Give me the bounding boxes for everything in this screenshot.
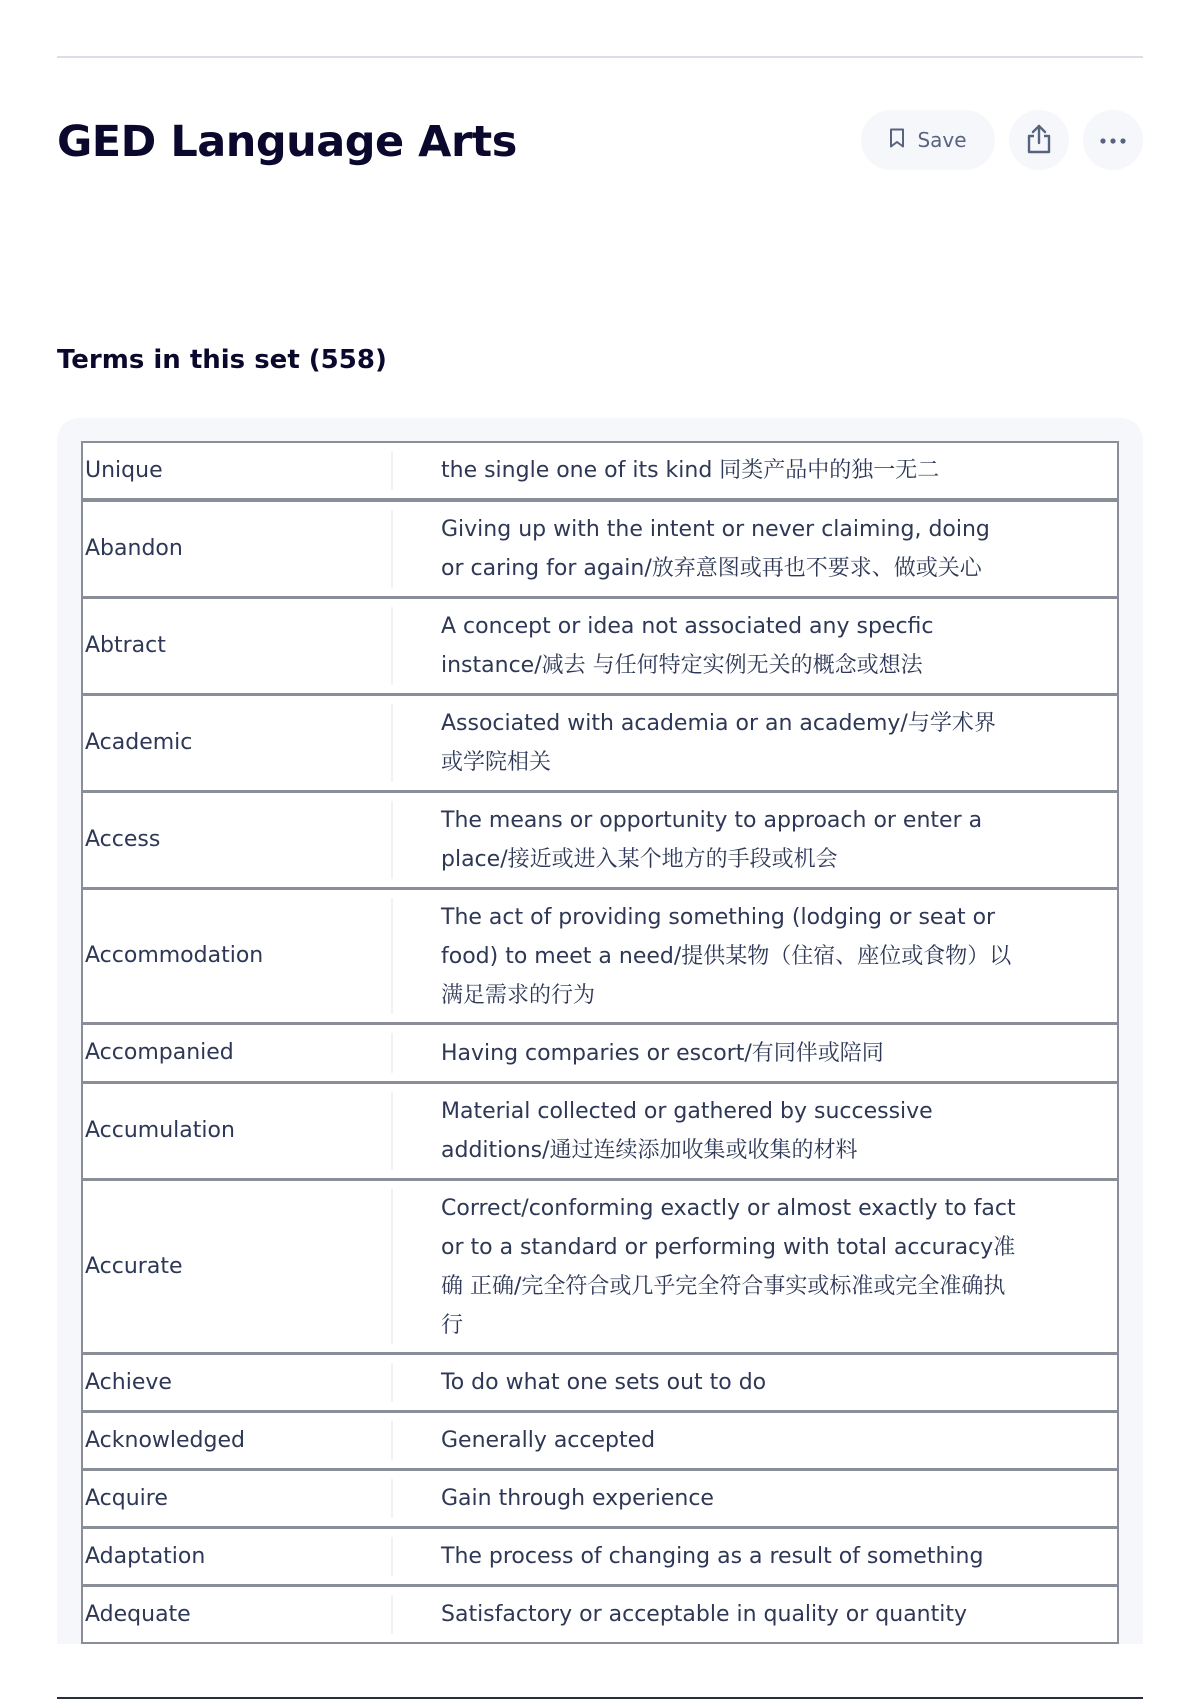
term-word: Acknowledged: [85, 1427, 245, 1453]
term-definition: The process of changing as a result of something: [441, 1544, 984, 1569]
term-word: Access: [85, 827, 161, 852]
term-separator: [391, 898, 393, 1014]
term-row: [81, 791, 1119, 889]
term-word: Abandon: [85, 536, 183, 561]
term-definition: The means or opportunity to approach or enter a place/接近或进入某个地方的手段或机会: [441, 808, 983, 872]
share-button[interactable]: [1009, 110, 1069, 170]
term-row: [81, 1179, 1119, 1354]
term-row: [81, 694, 1119, 792]
term-definition: Correct/conforming exactly or almost exactly to fact or to a standard or performing with total accuracy准确 正确/完全符合或几乎完全符合事实或标准或完全准确执行: [441, 1195, 1016, 1338]
term-row: [81, 1527, 1119, 1586]
term-word: Academic: [85, 730, 193, 755]
top-divider: [57, 56, 1143, 58]
term-word: Abtract: [85, 633, 166, 658]
term-word: Accommodation: [85, 943, 264, 968]
term-separator: [391, 1421, 393, 1460]
term-definition: Having comparies or escort/有同伴或陪同: [441, 1040, 884, 1066]
term-definition: Material collected or gathered by successive additions/通过连续添加收集或收集的材料: [441, 1099, 933, 1163]
term-definition: Generally accepted: [441, 1428, 656, 1453]
term-word: Adequate: [85, 1601, 191, 1627]
term-word: Accompanied: [85, 1040, 234, 1065]
term-definition: Satisfactory or acceptable in quality or quantity: [441, 1602, 968, 1627]
more-horizontal-icon: [1099, 133, 1127, 148]
term-definition: To do what one sets out to do: [441, 1370, 767, 1395]
term-separator: [391, 1033, 393, 1073]
term-row: [81, 1411, 1119, 1470]
term-row: [81, 1353, 1119, 1412]
term-word: Unique: [85, 457, 163, 483]
term-separator: [391, 1363, 393, 1402]
term-row: [81, 1585, 1119, 1644]
term-row: [81, 1023, 1119, 1083]
more-options-button[interactable]: [1083, 110, 1143, 170]
term-definition: Giving up with the intent or never claiming, doing or caring for again/放弃意图或再也不要求、做或关心: [441, 517, 990, 581]
term-word: Achieve: [85, 1369, 172, 1395]
term-word: Acquire: [85, 1485, 168, 1511]
term-separator: [391, 451, 393, 490]
terms-section-title: Terms in this set (558): [57, 345, 387, 375]
header-actions: [861, 110, 1143, 170]
term-separator: [391, 1595, 393, 1634]
term-row: [81, 500, 1119, 598]
term-word: Adaptation: [85, 1543, 206, 1569]
term-separator: [391, 1092, 393, 1170]
term-separator: [391, 607, 393, 685]
term-separator: [391, 704, 393, 782]
term-definition: the single one of its kind 同类产品中的独一无二: [441, 458, 940, 483]
share-icon: [1025, 123, 1053, 158]
term-separator: [391, 1479, 393, 1518]
term-definition: Associated with academia or an academy/与学术界或学院相关: [441, 711, 996, 775]
page-title: GED Language Arts: [57, 117, 517, 167]
bookmark-icon: [889, 128, 905, 153]
term-row: [81, 597, 1119, 695]
bottom-divider: [57, 1697, 1143, 1699]
term-separator: [391, 1537, 393, 1576]
term-separator: [391, 510, 393, 588]
save-button[interactable]: [861, 110, 995, 170]
term-definition: The act of providing something (lodging or seat or food) to meet a need/提供某物（住宿、座位或食物）以满足需求的行为: [441, 904, 1012, 1008]
save-button-label: Save: [917, 128, 967, 152]
term-row: [81, 1082, 1119, 1180]
term-row: [81, 888, 1119, 1024]
term-word: Accumulation: [85, 1118, 235, 1143]
term-word: Accurate: [85, 1253, 183, 1279]
term-definition: A concept or idea not associated any specfic instance/减去 与任何特定实例无关的概念或想法: [441, 614, 934, 678]
term-definition: Gain through experience: [441, 1486, 714, 1511]
term-separator: [391, 801, 393, 879]
term-separator: [391, 1189, 393, 1344]
term-row: [81, 1469, 1119, 1528]
term-row: [81, 441, 1119, 500]
